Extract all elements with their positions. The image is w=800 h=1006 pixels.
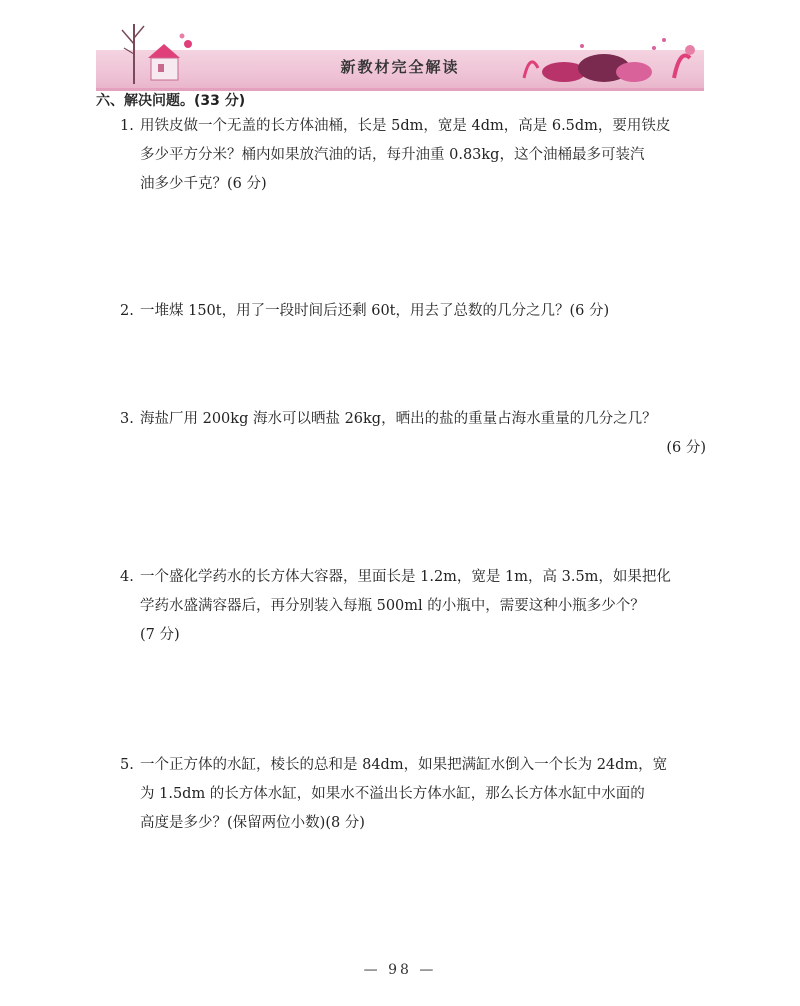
- question-text-line: 一堆煤 150t，用了一段时间后还剩 60t，用去了总数的几分之几？(6 分): [140, 303, 610, 319]
- section-title: 六、解决问题。(33 分): [96, 93, 246, 109]
- question-text-line: 油多少千克？(6 分): [140, 176, 267, 192]
- question-number: 3.: [120, 411, 134, 427]
- question-3: [120, 405, 706, 463]
- question-4: [120, 563, 706, 650]
- question-text-line: 多少平方分米？桶内如果放汽油的话，每升油重 0.83kg，这个油桶最多可装汽: [140, 147, 645, 163]
- question-text-line: 一个盛化学药水的长方体大容器，里面长是 1.2m，宽是 1m，高 3.5m，如果把化: [140, 569, 671, 585]
- question-1: [120, 112, 706, 199]
- question-number: 5.: [120, 757, 134, 773]
- question-text-line: (7 分): [140, 627, 180, 643]
- question-text-line: 海盐厂用 200kg 海水可以晒盐 26kg，晒出的盐的重量占海水重量的几分之几？: [140, 411, 657, 427]
- header-title: 新教材完全解读: [340, 58, 460, 76]
- question-text-line: 学药水盛满容器后，再分别装入每瓶 500ml 的小瓶中，需要这种小瓶多少个？: [140, 598, 645, 614]
- question-text-line: 一个正方体的水缸，棱长的总和是 84dm，如果把满缸水倒入一个长为 24dm，宽: [140, 757, 668, 773]
- question-number: 4.: [120, 569, 134, 585]
- question-text-line: 为 1.5dm 的长方体水缸，如果水不溢出长方体水缸，那么长方体水缸中水面的: [140, 786, 645, 802]
- question-text-line: 高度是多少？(保留两位小数)(8 分): [140, 815, 365, 831]
- question-number: 1.: [120, 118, 134, 134]
- question-score: (6 分): [666, 440, 706, 456]
- question-text-line: 用铁皮做一个无盖的长方体油桶，长是 5dm，宽是 4dm，高是 6.5dm，要用铁皮: [140, 118, 671, 134]
- page-number: — 98 —: [363, 962, 437, 978]
- page-header: [96, 14, 704, 82]
- question-2: [120, 297, 706, 326]
- question-5: [120, 751, 706, 838]
- question-number: 2.: [120, 303, 134, 319]
